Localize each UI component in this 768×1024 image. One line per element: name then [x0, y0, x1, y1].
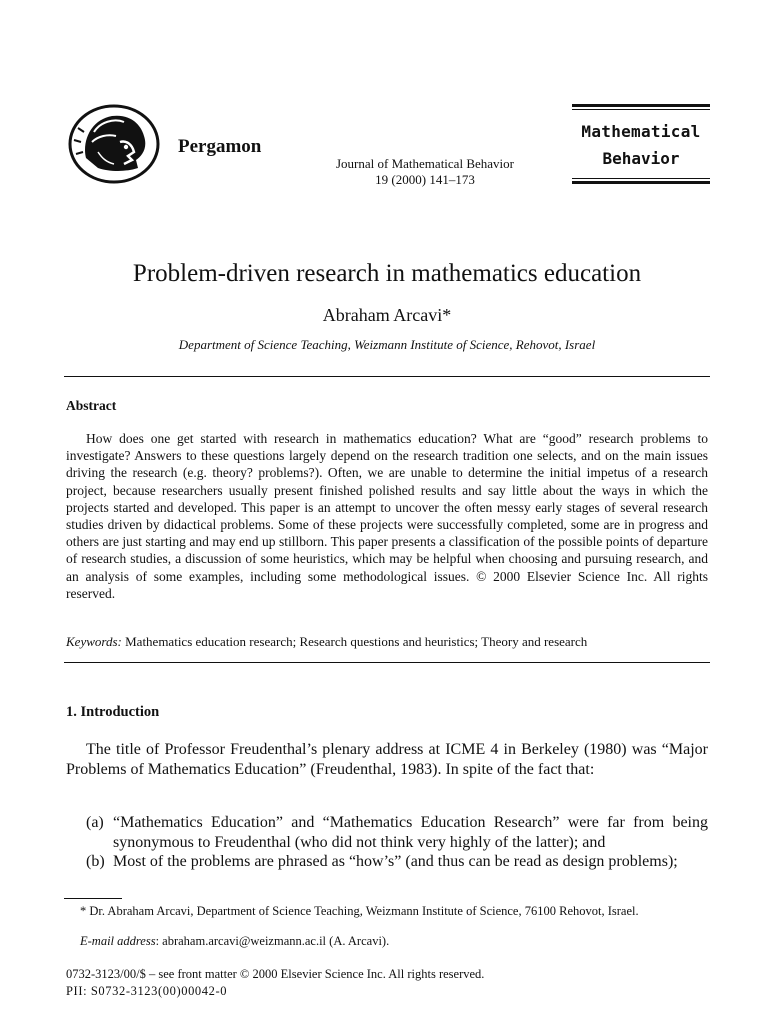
- helmeted-head-icon: [64, 102, 168, 184]
- abstract-bottom-divider: [64, 662, 710, 663]
- abstract-heading: Abstract: [66, 398, 117, 413]
- author-affiliation: Department of Science Teaching, Weizmann Institute of Science, Rehovot, Israel: [178, 337, 596, 352]
- abstract-text: How does one get started with research in mathematics education? What are “good” research problems to investigate? Answers to these questions largely depend on the research tradition one selects, and on the main issues driving the research (e.g. theory? problems?). Often, we are unable to determine the initial impetus of a research project, because researchers usually present finished polished results and say little about the ways in which the projects started and developed. This paper is an attempt to uncover the often messy early stages of several research studies driven by didactical problems. Some of these projects were successfully completed, some are in progress and others are just starting and may end up stillborn. This paper presents a classification of the possible points of departure of research studies, a discussion of some heuristics, which may be helpful when choosing and pursuing research, and an analysis of some examples, including some methodological issues. © 2000 Elsevier Science Inc. All rights reserved.: [66, 431, 708, 601]
- footnote-rule: [64, 898, 122, 899]
- journal-title-box: [572, 104, 710, 184]
- journal-name: Journal of Mathematical Behavior: [336, 156, 514, 171]
- list-item: [86, 813, 708, 852]
- email-footnote: [80, 934, 389, 949]
- journal-box-top-rule: [572, 104, 710, 107]
- copyright-line: 0732-3123/00/$ – see front matter © 2000 Elsevier Science Inc. All rights reserved.: [66, 967, 485, 981]
- list-item-text: Most of the problems are phrased as “how’s” (and thus can be read as design problems);: [113, 853, 678, 870]
- email-address: : abraham.arcavi@weizmann.ac.il (A. Arcavi).: [155, 934, 390, 948]
- introduction-paragraph: The title of Professor Freudenthal’s plenary address at ICME 4 in Berkeley (1980) was “Major Problems of Mathematics Education” (Freudenthal, 1983). In spite of the fact that:: [66, 741, 708, 778]
- keywords-label: Keywords:: [66, 634, 122, 649]
- article-title: Problem-driven research in mathematics education: [132, 260, 642, 287]
- list-item-label: (b): [86, 853, 105, 870]
- publisher-name: Pergamon: [178, 136, 262, 157]
- journal-box-bottom-thin-rule: [572, 178, 710, 179]
- author-footnote: * Dr. Abraham Arcavi, Department of Science Teaching, Weizmann Institute of Science, 76100 Rehovot, Israel.: [80, 904, 639, 918]
- journal-box-top-thin-rule: [572, 109, 710, 110]
- journal-issue: 19 (2000) 141–173: [375, 172, 475, 187]
- pergamon-logo: [64, 102, 168, 184]
- pii-line: PII: S0732-3123(00)00042-0: [66, 984, 228, 998]
- email-label: E-mail address: [80, 934, 156, 948]
- article-author: Abraham Arcavi*: [322, 305, 452, 325]
- keywords-text: Mathematics education research; Research questions and heuristics; Theory and research: [125, 634, 588, 649]
- list-item: [86, 852, 708, 872]
- keywords: [66, 634, 708, 650]
- list-item-label: (a): [86, 814, 104, 831]
- section-heading-introduction: 1. Introduction: [66, 704, 160, 720]
- journal-reference: [300, 156, 550, 188]
- abstract-top-divider: [64, 376, 710, 377]
- journal-box-bottom-rule: [572, 181, 710, 184]
- list-item-text: “Mathematics Education” and “Mathematics Education Research” were far from being synonymous to Freudenthal (who did not think very highly of the latter); and: [113, 814, 708, 851]
- journal-box-line2: Behavior: [602, 149, 680, 168]
- journal-box-line1: Mathematical: [581, 122, 701, 141]
